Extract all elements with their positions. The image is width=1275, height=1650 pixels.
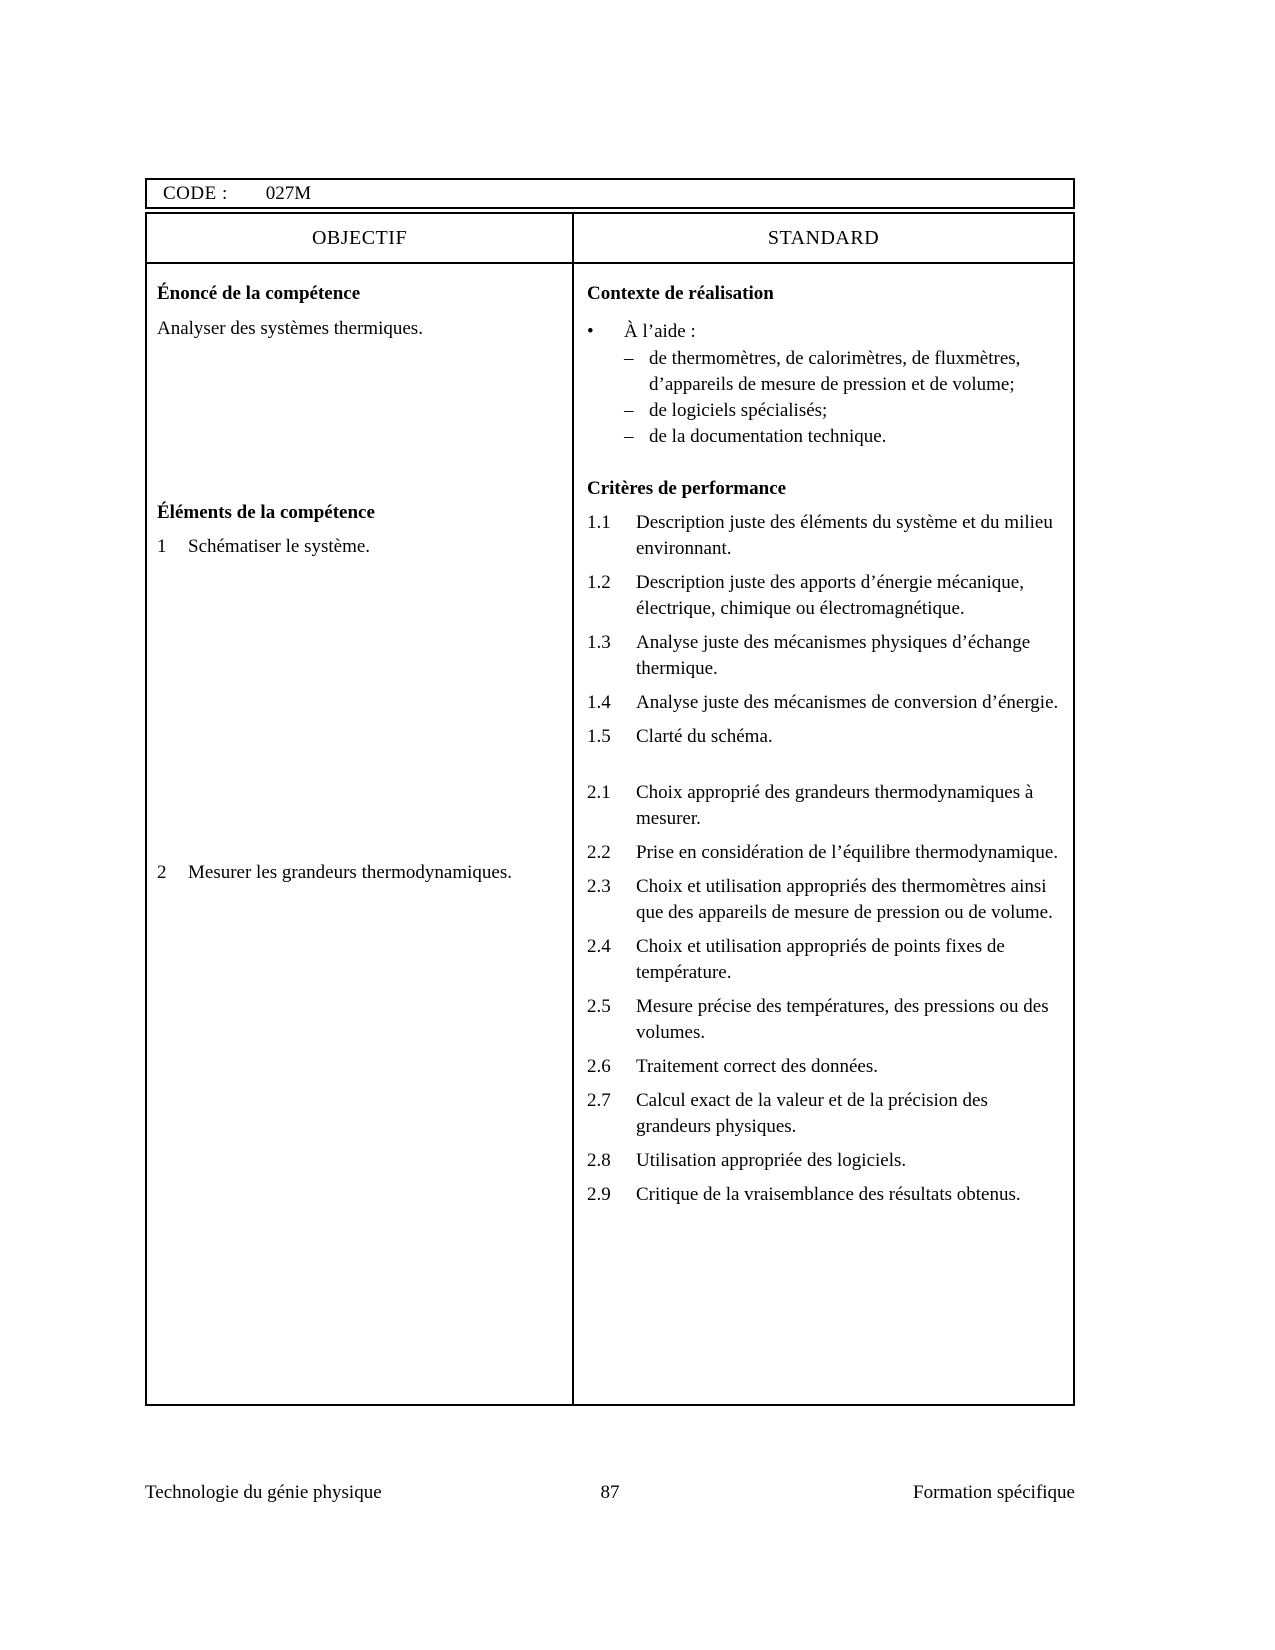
criterion-number: 1.4 <box>587 692 611 713</box>
criterion-text: Choix et utilisation appropriés des thermomètres ainsi que des appareils de mesure de pression ou de volume. <box>636 876 1053 923</box>
element-text: Schématiser le système. <box>188 536 371 557</box>
criterion-item <box>587 510 1059 562</box>
criterion-text: Mesure précise des températures, des pressions ou des volumes. <box>636 996 1049 1043</box>
dash-icon: – <box>624 348 634 369</box>
page-footer <box>145 1480 1075 1506</box>
criterion-text: Critique de la vraisemblance des résultats obtenus. <box>636 1184 1021 1205</box>
contexte-intro-item <box>587 319 1059 345</box>
criterion-item <box>587 1088 1059 1140</box>
element-number: 2 <box>157 862 167 883</box>
criterion-item <box>587 1054 1059 1080</box>
code-value: 027M <box>265 182 312 204</box>
contexte-list-item <box>624 346 1059 398</box>
criterion-number: 2.8 <box>587 1150 611 1171</box>
criterion-number: 2.4 <box>587 936 611 957</box>
criterion-text: Calcul exact de la valeur et de la précision des grandeurs physiques. <box>636 1090 988 1137</box>
criterion-number: 2.1 <box>587 782 611 803</box>
footer-document-title: Technologie du génie physique <box>145 1482 382 1503</box>
contexte-title: Contexte de réalisation <box>587 283 774 304</box>
standard-column-header: STANDARD <box>572 214 1073 262</box>
objectif-column <box>147 264 572 1404</box>
criterion-item <box>587 994 1059 1046</box>
table-column-headers <box>147 214 1073 264</box>
criterion-number: 1.5 <box>587 726 611 747</box>
element-item <box>157 534 558 560</box>
criterion-number: 2.6 <box>587 1056 611 1077</box>
standard-column <box>572 264 1073 1404</box>
criteria-group-1 <box>587 510 1059 750</box>
enonce-text: Analyser des systèmes thermiques. <box>157 318 423 339</box>
elements-title: Éléments de la compétence <box>157 502 375 523</box>
criterion-text: Analyse juste des mécanismes physiques d’échange thermique. <box>636 632 1031 679</box>
criterion-text: Prise en considération de l’équilibre thermodynamique. <box>636 842 1059 863</box>
contexte-item-text: de thermomètres, de calorimètres, de fluxmètres, d’appareils de mesure de pression et de volume; <box>649 348 1021 395</box>
criterion-item <box>587 934 1059 986</box>
criterion-number: 2.9 <box>587 1184 611 1205</box>
dash-icon: – <box>624 400 634 421</box>
element-text: Mesurer les grandeurs thermodynamiques. <box>188 862 512 883</box>
dash-icon: – <box>624 426 634 447</box>
criterion-number: 1.1 <box>587 512 611 533</box>
criterion-item <box>587 840 1059 866</box>
code-label: CODE : <box>163 182 228 204</box>
contexte-list-item <box>624 398 1059 424</box>
element-number: 1 <box>157 536 167 557</box>
criteria-group-2 <box>587 780 1059 1208</box>
criterion-item <box>587 1182 1059 1208</box>
enonce-title: Énoncé de la compétence <box>157 283 361 304</box>
bullet-icon: • <box>587 321 594 342</box>
criterion-text: Description juste des apports d’énergie mécanique, électrique, chimique ou électromagnétique. <box>636 572 1024 619</box>
contexte-list-item <box>624 424 1059 450</box>
criterion-number: 2.3 <box>587 876 611 897</box>
criterion-item <box>587 570 1059 622</box>
competency-table <box>145 212 1075 1406</box>
element-item <box>157 860 558 886</box>
criterion-item <box>587 1148 1059 1174</box>
criterion-item <box>587 690 1059 716</box>
criterion-number: 1.3 <box>587 632 611 653</box>
criterion-number: 2.5 <box>587 996 611 1017</box>
criterion-text: Choix approprié des grandeurs thermodynamiques à mesurer. <box>636 782 1034 829</box>
criteres-title: Critères de performance <box>587 478 787 499</box>
footer-section-label: Formation spécifique <box>913 1482 1075 1503</box>
contexte-item-text: de la documentation technique. <box>649 426 887 447</box>
criterion-text: Clarté du schéma. <box>636 726 773 747</box>
page-number: 87 <box>600 1482 620 1503</box>
criterion-item <box>587 780 1059 832</box>
objectif-column-header: OBJECTIF <box>311 227 408 249</box>
contexte-item-text: de logiciels spécialisés; <box>649 400 828 421</box>
criterion-number: 1.2 <box>587 572 611 593</box>
criterion-text: Utilisation appropriée des logiciels. <box>636 1150 907 1171</box>
criterion-text: Choix et utilisation appropriés de points fixes de température. <box>636 936 1005 983</box>
criterion-item <box>587 724 1059 750</box>
criterion-number: 2.2 <box>587 842 611 863</box>
criterion-text: Analyse juste des mécanismes de conversion d’énergie. <box>636 692 1059 713</box>
table-body <box>147 264 1073 1404</box>
contexte-intro-text: À l’aide : <box>624 321 696 342</box>
code-header-box <box>145 178 1075 209</box>
contexte-list <box>624 346 1059 450</box>
criterion-text: Description juste des éléments du système et du milieu environnant. <box>636 512 1053 559</box>
criterion-text: Traitement correct des données. <box>636 1056 878 1077</box>
criterion-item <box>587 874 1059 926</box>
criterion-item <box>587 630 1059 682</box>
criterion-number: 2.7 <box>587 1090 611 1111</box>
